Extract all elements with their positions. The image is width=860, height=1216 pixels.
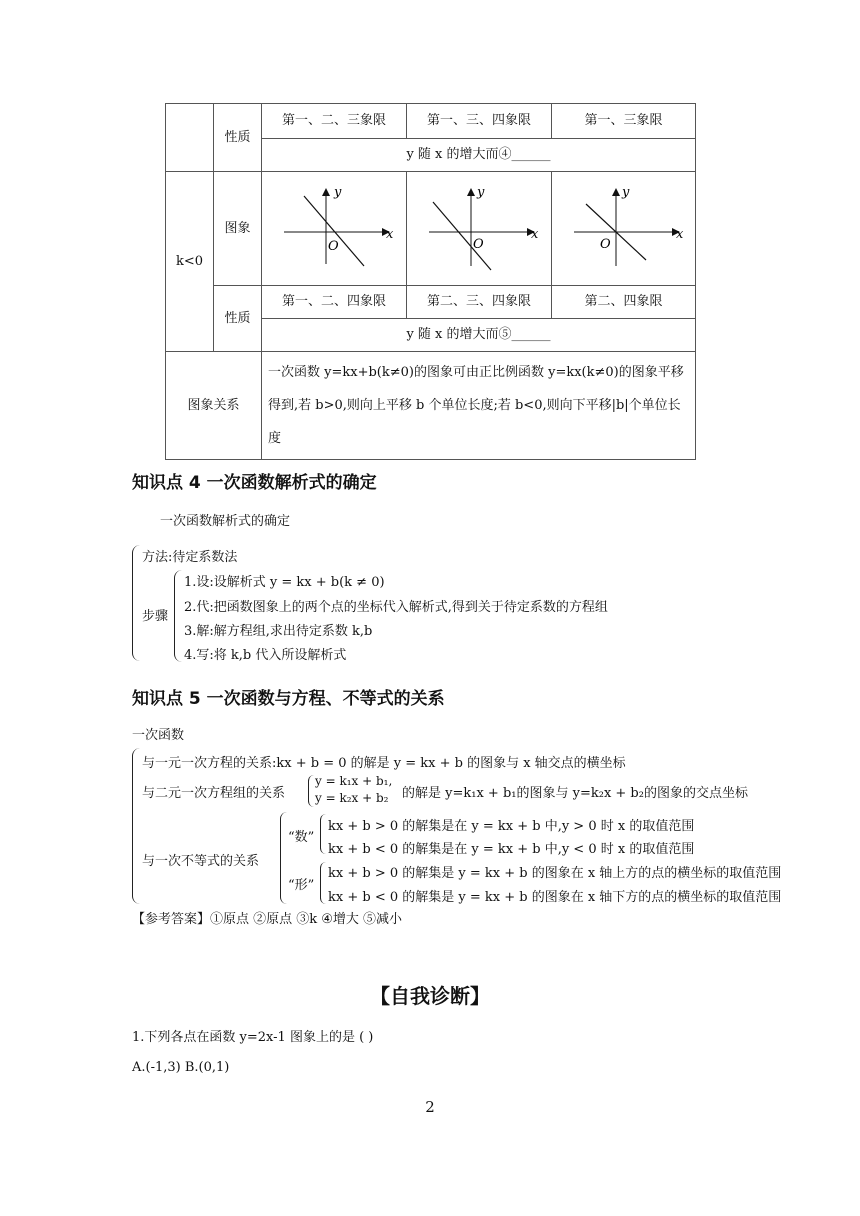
kp5-ineq-brace xyxy=(280,812,287,904)
kp5-heading: 知识点 5 一次函数与方程、不等式的关系 xyxy=(132,689,445,709)
kp5-sys-line1: y = k₁x + b₁, xyxy=(315,774,393,788)
pos-trend: y 随 x 的增大而④______ xyxy=(262,139,696,172)
question-1: 1.下列各点在函数 y=2x-1 图象上的是 ( ) xyxy=(132,1030,374,1045)
kp5-sys-text: 的解是 y=k₁x + b₁的图象与 y=k₂x + b₂的图象的交点坐标 xyxy=(402,786,748,801)
svg-text:x: x xyxy=(531,226,539,242)
svg-text:O: O xyxy=(328,238,339,254)
relation-label: 图象关系 xyxy=(166,352,262,460)
kp5-ineq-label: 与一次不等式的关系 xyxy=(142,854,260,869)
kp5-sys-brace xyxy=(308,775,314,807)
pos-quadrant-3: 第一、三象限 xyxy=(552,104,696,139)
kp5-intro: 一次函数 xyxy=(132,728,185,743)
neg-quadrant-2: 第二、三、四象限 xyxy=(407,286,552,319)
kp5-sys-line2: y = k₂x + b₂ xyxy=(315,791,389,805)
kp5-xing-brace xyxy=(320,862,326,904)
kp4-steps-brace xyxy=(174,570,182,662)
pos-quadrant-1: 第一、二、三象限 xyxy=(262,104,407,139)
kp5-outer-brace xyxy=(132,748,141,904)
svg-text:x: x xyxy=(675,226,683,242)
neg-quadrant-3: 第二、四象限 xyxy=(552,286,696,319)
diagnosis-title: 【自我诊断】 xyxy=(370,984,490,1008)
answer-key: 【参考答案】①原点 ②原点 ③k ④增大 ⑤减小 xyxy=(132,912,403,927)
kp4-step-3: 3.解:解方程组,求出待定系数 k,b xyxy=(184,624,373,639)
graph-1 xyxy=(262,172,407,286)
properties-table xyxy=(165,103,696,460)
kp5-xing-2: kx + b < 0 的解集是 y = kx + b 的图象在 x 轴下方的点的横坐标的取值范围 xyxy=(328,890,782,905)
kp4-steps-label: 步骤 xyxy=(142,609,169,624)
graph-3 xyxy=(552,172,696,286)
svg-text:x: x xyxy=(386,226,394,242)
kp5-shu-2: kx + b < 0 的解集是在 y = kx + b 中,y < 0 时 x 的取值范围 xyxy=(328,842,695,857)
kp5-eq1: 与一元一次方程的关系:kx + b = 0 的解是 y = kx + b 的图象与 x 轴交点的横坐标 xyxy=(142,756,626,771)
svg-text:y: y xyxy=(621,184,629,200)
kp5-shu-1: kx + b > 0 的解集是在 y = kx + b 中,y > 0 时 x 的取值范围 xyxy=(328,819,695,834)
svg-text:O: O xyxy=(599,236,611,252)
kp4-step-2: 2.代:把函数图象上的两个点的坐标代入解析式,得到关于待定系数的方程组 xyxy=(184,600,608,615)
kp5-sys-label: 与二元一次方程组的关系 xyxy=(142,786,286,801)
kp5-shu-label: “数” xyxy=(288,830,315,845)
neg-trend: y 随 x 的增大而⑤______ xyxy=(262,319,696,352)
kp4-step-1: 1.设:设解析式 y = kx + b(k ≠ 0) xyxy=(184,575,385,590)
k-pos-cell xyxy=(166,104,214,172)
kp4-step-4: 4.写:将 k,b 代入所设解析式 xyxy=(184,648,347,663)
svg-text:y: y xyxy=(334,184,342,200)
relation-text: 一次函数 y=kx+b(k≠0)的图象可由正比例函数 y=kx(k≠0)的图象平移得到,若 b>0,则向上平移 b 个单位长度;若 b<0,则向下平移|b|个单位长度 xyxy=(262,352,696,460)
nature-label-neg: 性质 xyxy=(214,286,262,352)
svg-text:y: y xyxy=(477,184,485,200)
kp4-outer-brace xyxy=(132,545,141,661)
kp5-xing-1: kx + b > 0 的解集是 y = kx + b 的图象在 x 轴上方的点的横坐标的取值范围 xyxy=(328,866,782,881)
question-1-options: A.(-1,3) B.(0,1) xyxy=(132,1060,230,1075)
pos-quadrant-2: 第一、三、四象限 xyxy=(407,104,552,139)
page-number: 2 xyxy=(425,1098,435,1116)
graph-2 xyxy=(407,172,552,286)
kp4-method: 方法:待定系数法 xyxy=(142,550,238,565)
kp4-intro: 一次函数解析式的确定 xyxy=(160,514,291,529)
neg-quadrant-1: 第一、二、四象限 xyxy=(262,286,407,319)
kp5-shu-brace xyxy=(320,814,326,854)
image-label: 图象 xyxy=(214,172,262,286)
nature-label: 性质 xyxy=(214,104,262,172)
kp5-xing-label: “形” xyxy=(288,878,315,893)
k-neg-label: k<0 xyxy=(166,172,214,352)
kp4-heading: 知识点 4 一次函数解析式的确定 xyxy=(132,473,377,493)
svg-text:O: O xyxy=(473,236,484,252)
